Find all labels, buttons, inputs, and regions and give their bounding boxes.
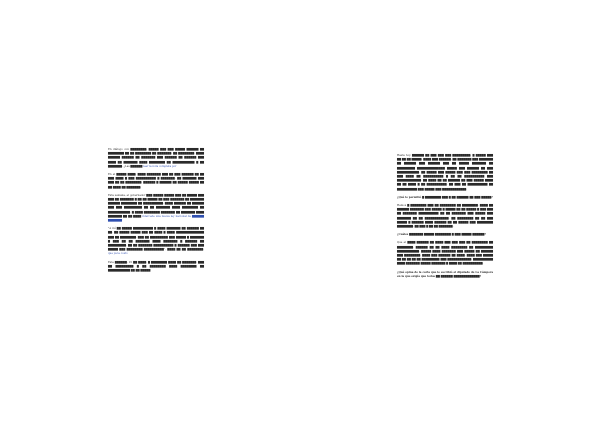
paragraph: Que el ▇▇▇▇ ▇▇▇▇▇▇ ▇▇ ▇▇▇▇ ▇▇▇ ▇▇▇ ▇▇▇ ▇▇ ▇▇▇▇▇▇▇▇ ▇▇ ▇▇▇▇▇▇▇▇, ▇▇▇▇▇▇ ▇▇ ▇▇ ▇▇▇▇ ▇▇▇▇▇▇▇▇ ▇▇ ▇▇▇▇▇▇▇▇▇ ▇▇▇▇▇▇▇▇▇▇▇. ▇▇▇▇▇ ▇▇▇▇ ▇▇▇▇▇▇▇ ▇▇▇ ▇▇▇▇▇ ▇▇ ▇▇▇▇▇▇ ▇▇▇ ▇▇▇▇▇▇▇▇, ▇▇▇▇ ▇▇▇ ▇▇▇▇▇▇ ▇▇ ▇▇▇▇, ▇▇▇▇ ▇▇▇ ▇▇▇▇▇ ▇▇ ▇▇ ▇▇ ▇▇ ▇▇ ▇▇▇▇▇▇▇▇▇ ▇▇▇ ▇▇▇▇▇▇▇▇▇▇▇▇. ▇▇▇▇▇▇▇▇▇▇ ▇▇▇▇ ▇▇▇▇▇▇▇ ▇▇▇▇▇ ▇▇▇▇▇▇▇ ▇ ▇▇▇▇ ▇▇ ▇▇▇▇▇▇▇▇▇▇.	[397, 241, 493, 266]
article-link[interactable]: leer la nota completa por	[143, 164, 177, 168]
article-link[interactable]: que ya le costó	[108, 252, 128, 256]
article-link[interactable]: intercede una nueva ley nacional de ▇▇▇▇▇▇ ▇▇▇▇▇▇▇	[108, 214, 204, 223]
paragraph: Esta semana, el gobernador ▇▇▇ ▇▇▇▇▇ ▇▇▇▇▇ ▇▇▇ ▇▇ ▇▇▇▇▇ ▇▇▇ ▇▇▇ ▇▇ ▇▇▇▇▇▇▇ ▇ ▇▇ ▇▇ ▇▇▇▇▇ ▇▇ ▇▇▇ ▇▇▇▇▇▇▇ ▇▇ ▇▇▇▇▇▇▇ ▇▇▇▇▇▇ ▇▇▇▇▇▇▇▇ ▇▇ ▇▇▇▇▇▇▇▇▇▇, ▇▇▇▇ ▇▇▇▇▇▇ ▇▇ ▇▇▇▇▇▇ ▇▇▇ ▇▇▇ ▇▇▇▇▇▇▇▇▇ ▇▇ ▇▇ ▇▇▇▇▇▇▇ ▇▇▇▇ ▇▇▇▇▇▇▇▇ ▇▇ ▇▇▇▇▇▇▇▇▇▇▇, ▇ ▇▇▇▇ ▇▇▇▇▇▇▇▇ ▇▇▇▇▇▇▇ ▇▇ ▇▇▇▇▇▇▇ ▇▇▇▇ ▇▇▇▇▇▇▇ ▇▇ ▇▇ ▇▇▇▇ intercede una nueva ley nacional de ▇▇▇▇▇▇ ▇▇▇▇▇▇▇	[108, 193, 204, 223]
right-page	[397, 154, 493, 283]
left-page	[108, 148, 204, 277]
paragraph: "A mí ▇▇ ▇▇▇▇▇ ▇▇▇▇▇▇▇▇▇▇ ▇ ▇▇▇▇ ▇▇▇▇▇▇▇ ▇▇ ▇▇▇▇▇▇ ▇▇ ▇▇, ▇▇ ▇▇▇▇▇ ▇▇▇▇▇ ▇▇▇ ▇▇ ▇▇▇▇ ▇ ▇▇▇▇ ▇▇▇▇▇▇▇▇▇▇▇▇▇▇ ▇▇▇ ▇▇ ▇▇▇▇▇▇▇▇. ▇▇▇ ▇▇ ▇▇▇▇▇▇▇▇▇ ▇▇▇ ▇▇▇▇▇ ▇ ▇▇▇▇▇▇▇ ▇ ▇▇▇ ▇▇ ▇▇ ▇▇▇▇▇▇▇ ▇▇▇▇ ▇▇▇▇▇▇▇ ▇ ▇▇▇▇▇▇ ▇▇ ▇▇▇▇▇▇▇▇▇, ▇▇ ▇▇ ▇▇▇▇▇▇▇ ▇▇▇▇▇▇▇▇▇▇ ▇ ▇▇▇▇▇▇ ▇▇▇ ▇▇▇ ▇▇▇▇▇ ▇▇▇ ▇▇▇▇▇▇▇▇ ▇▇▇▇▇▇▇▇▇▇", ▇▇▇▇ ▇▇ ▇▇ ▇▇▇▇▇▇▇▇. que ya le costó	[108, 227, 204, 256]
paragraph: En diálogo con ▇▇▇▇▇▇▇▇, ▇▇▇▇▇ ▇▇▇ ▇▇▇ ▇▇▇▇▇ ▇▇▇▇▇▇ ▇▇ ▇▇▇▇▇▇▇▇ ▇▇ ▇▇ ▇▇▇▇▇▇▇▇ ▇▇ ▇▇▇▇▇▇▇. ▇▇ ▇▇▇▇▇▇▇▇, ▇▇▇▇ ▇▇▇▇▇▇ ▇▇▇▇▇▇ ▇▇ ▇▇▇▇▇▇▇ ▇▇▇ ▇▇▇▇▇▇ ▇▇ ▇▇▇▇▇▇ ▇▇▇ ▇▇▇▇ ▇▇ ▇▇▇▇▇▇▇ ▇▇▇▇ ▇▇▇▇▇▇▇▇ ▇▇ ▇▇▇▇▇▇▇▇▇▇▇ ▇ ▇▇ ▇▇▇▇▇▇▇. ¿Las ▇▇▇▇▇▇ leer la nota completa por	[108, 148, 204, 168]
interview-question: ¿Qué opina de la carta que le escribió el diputado de La Cámpora en la que exigía que todos ▇▇ ▇▇▇▇▇▇ ▇▇▇▇▇▇▇▇▇▇▇▇▇?	[397, 270, 493, 278]
interview-question: ¿Qué le permitió ▇ ▇▇▇▇▇▇▇▇ ▇▇▇ ▇ ▇▇ ▇▇▇▇▇▇ ▇▇ ▇▇▇ ▇▇▇▇▇?	[397, 195, 493, 199]
paragraph: Hemos ▇ ▇▇▇▇▇▇▇▇ ▇▇▇ ▇▇ ▇▇▇▇▇▇▇▇ ▇▇ ▇▇▇▇▇▇▇▇. ▇▇▇▇ ▇▇ ▇▇▇▇▇▇ ▇▇▇▇▇▇▇ ▇▇▇ ▇▇▇▇▇ ▇ ▇▇▇▇▇ ▇▇ ▇▇ ▇▇▇▇▇ ▇ ▇▇▇ ▇▇▇ ▇▇ ▇▇▇▇▇▇▇ ▇▇▇▇▇▇▇▇▇▇ ▇▇ ▇▇ ▇▇▇▇▇▇▇ ▇▇▇ ▇▇▇▇▇ ▇▇▇ ▇▇▇▇▇▇▇ ▇▇ ▇▇ ▇▇▇▇▇▇▇▇▇▇▇▇. ▇▇ ▇▇▇▇▇▇▇▇ ▇▇ ▇▇ ▇▇▇ ▇▇▇▇▇ ▇ ▇▇▇▇▇▇ ▇▇▇▇ ▇▇▇▇▇▇ ▇▇ ▇▇ ▇▇▇▇▇ ▇▇▇ ▇▇▇▇▇▇▇▇ ▇▇▇▇▇▇▇▇, ▇▇ ▇▇▇ ▇ ▇▇ ▇▇ ▇▇▇▇▇▇▇.	[397, 204, 493, 229]
paragraph: En el ▇▇▇▇▇ ▇▇▇▇, ▇▇▇▇ ▇▇▇▇▇▇▇ ▇▇▇ ▇▇ ▇▇▇ ▇▇▇▇▇▇ ▇▇ ▇▇ ▇▇▇ ▇▇▇▇ ▇ ▇▇▇ ▇▇▇▇▇▇▇▇▇▇ ▇ ▇▇▇▇▇▇▇, ▇▇ ▇▇▇▇▇▇▇ ▇▇▇ ▇▇▇ ▇▇ ▇▇ ▇▇▇▇▇▇▇▇. ▇▇▇▇▇▇ ▇ ▇▇▇▇▇▇ ▇▇ ▇▇▇▇▇ ▇▇▇▇▇ ▇▇ ▇▇ ▇▇▇▇ ▇▇ ▇▇▇▇▇▇▇.	[108, 173, 204, 189]
interview-question: ¿Cuáles ▇▇▇▇▇▇▇ ▇▇▇▇▇ ▇▇▇▇▇▇▇▇ ▇ ▇▇▇ ▇▇▇▇▇ ▇▇▇▇▇▇?	[397, 233, 486, 237]
paragraph: Hasta hoy ▇▇▇▇▇▇ ▇▇ ▇▇▇ ▇▇▇ ▇▇▇ ▇▇▇▇▇▇▇▇▇, ▇ ▇▇▇▇▇ ▇▇▇ ▇▇ ▇▇ ▇▇ ▇▇▇▇▇. ▇▇▇▇ ▇▇▇ ▇▇▇▇▇▇, ▇▇ ▇▇▇▇▇▇▇ ▇▇▇ ▇▇▇▇▇▇▇ ▇▇ ▇▇▇▇▇▇ ▇▇▇ ▇▇▇▇▇▇ ▇▇▇ ▇▇ ▇▇▇▇▇ ▇▇▇▇▇▇▇ ▇▇ ▇▇▇▇▇▇▇▇▇ ▇▇▇▇▇▇▇▇▇▇▇▇▇▇ ▇▇▇▇▇ ▇▇▇ ▇▇▇▇▇▇ ▇▇ ▇▇▇ ▇▇▇▇▇▇▇▇▇▇▇, ▇▇ ▇▇▇▇▇ ▇▇▇ ▇▇▇▇▇ ▇▇▇ ▇▇▇ ▇▇▇▇▇▇▇▇ ▇▇ ▇▇▇ ▇▇▇▇ ▇▇ ▇▇▇▇▇▇▇▇▇▇ ▇ ▇▇ ▇▇ ▇▇▇▇▇▇▇▇▇▇ ▇▇▇ ▇▇▇▇▇▇▇▇▇▇▇▇. ▇▇ ▇▇▇▇ ▇▇ ▇▇ ▇▇▇▇▇▇ ▇▇ ▇▇▇ ▇▇▇▇▇ ▇▇▇▇ ▇▇ ▇▇ ▇▇▇▇ ▇ ▇▇ ▇▇▇▇▇▇▇▇▇▇, ▇▇ ▇▇▇ ▇▇ ▇▇▇▇▇▇▇▇▇▇ ▇▇ ▇▇▇▇▇▇▇▇▇▇ ▇▇▇ ▇▇▇▇▇ ▇▇▇ ▇▇▇▇▇▇▇▇▇▇▇▇.	[397, 154, 493, 191]
paragraph: Este ▇▇▇▇▇▇, 25 ▇▇ ▇▇▇▇, ▇ ▇▇▇▇▇▇▇▇ ▇▇▇▇ ▇▇ ▇▇▇▇▇▇▇. ▇▇▇ ▇▇ ▇▇▇▇▇▇▇▇▇ ▇ ▇▇ ▇▇▇▇▇▇▇▇ ▇▇▇▇ ▇▇▇▇▇▇▇▇ ▇▇ ▇▇▇▇▇▇▇▇▇▇▇ ▇▇ ▇▇ ▇▇▇▇▇	[108, 260, 204, 273]
